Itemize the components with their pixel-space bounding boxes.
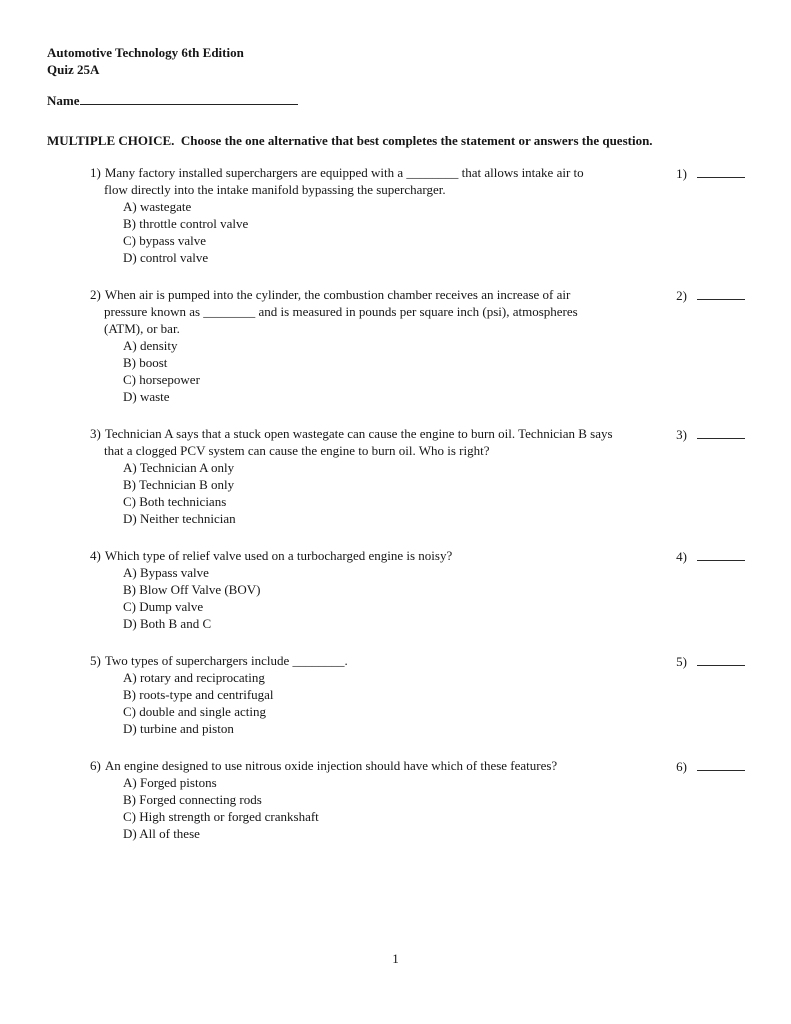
question-content — [47, 757, 667, 842]
choice-option: A) density — [123, 338, 178, 353]
choice-option: A) wastegate — [123, 199, 192, 214]
choice-option: C) High strength or forged crankshaft — [123, 809, 319, 824]
question-number: 5) — [90, 653, 101, 668]
question-text-line: 5) Two types of superchargers include ________. — [90, 653, 348, 668]
answer-slot — [676, 286, 745, 304]
answer-number: 5) — [676, 654, 687, 669]
choice-option: A) Bypass valve — [123, 565, 209, 580]
choice-option: B) Blow Off Valve (BOV) — [123, 582, 261, 597]
choice-option: D) Neither technician — [123, 511, 236, 526]
choice-option: C) Both technicians — [123, 494, 227, 509]
question-number: 4) — [90, 548, 101, 563]
question-content — [47, 164, 667, 266]
question-list — [47, 164, 745, 842]
question-block — [47, 547, 745, 632]
choice-list — [90, 198, 667, 266]
question-text-line: 1) Many factory installed superchargers are equipped with a ________ that allows intake air to — [90, 165, 584, 180]
question-block — [47, 652, 745, 737]
document-header — [47, 44, 745, 78]
choice-option: A) Technician A only — [123, 460, 235, 475]
answer-number: 3) — [676, 427, 687, 442]
question-text-line: pressure known as ________ and is measured in pounds per square inch (psi), atmospheres — [104, 304, 578, 319]
answer-blank-line — [697, 164, 745, 178]
question-text-line: flow directly into the intake manifold bypassing the supercharger. — [104, 182, 446, 197]
name-row — [47, 91, 745, 109]
answer-blank-line — [697, 757, 745, 771]
answer-slot — [676, 547, 745, 565]
name-label: Name — [47, 93, 80, 108]
question-block — [47, 286, 745, 405]
question-block — [47, 425, 745, 527]
question-text — [90, 164, 667, 198]
question-number: 3) — [90, 426, 101, 441]
choice-list — [90, 774, 667, 842]
choice-option: A) Forged pistons — [123, 775, 217, 790]
question-text-line: 3) Technician A says that a stuck open wastegate can cause the engine to burn oil. Technician B says — [90, 426, 613, 441]
question-number: 2) — [90, 287, 101, 302]
answer-blank-line — [697, 286, 745, 300]
quiz-number: Quiz 25A — [47, 62, 100, 77]
choice-option: D) control valve — [123, 250, 209, 265]
choice-option: D) Both B and C — [123, 616, 212, 631]
choice-option: D) waste — [123, 389, 170, 404]
answer-number: 1) — [676, 166, 687, 181]
choice-option: B) Technician B only — [123, 477, 235, 492]
question-text — [90, 286, 667, 337]
question-text-line: 6) An engine designed to use nitrous oxide injection should have which of these features? — [90, 758, 558, 773]
choice-option: C) horsepower — [123, 372, 200, 387]
question-text — [90, 757, 667, 774]
answer-number: 4) — [676, 549, 687, 564]
question-text — [90, 547, 667, 564]
answer-blank-line — [697, 652, 745, 666]
answer-number: 2) — [676, 288, 687, 303]
question-block — [47, 164, 745, 266]
choice-option: B) Forged connecting rods — [123, 792, 262, 807]
question-block — [47, 757, 745, 842]
choice-option: B) boost — [123, 355, 168, 370]
choice-option: C) bypass valve — [123, 233, 207, 248]
choice-option: D) All of these — [123, 826, 200, 841]
doc-title: Automotive Technology 6th Edition — [47, 45, 244, 60]
answer-slot — [676, 164, 745, 182]
choice-option: C) Dump valve — [123, 599, 204, 614]
question-text-line: 4) Which type of relief valve used on a turbocharged engine is noisy? — [90, 548, 453, 563]
question-text-line: (ATM), or bar. — [104, 321, 180, 336]
question-content — [47, 425, 667, 527]
answer-blank-line — [697, 547, 745, 561]
question-content — [47, 652, 667, 737]
question-content — [47, 286, 667, 405]
question-number: 1) — [90, 165, 101, 180]
question-content — [47, 547, 667, 632]
question-text-line: that a clogged PCV system can cause the engine to burn oil. Who is right? — [104, 443, 490, 458]
question-text-line: 2) When air is pumped into the cylinder, the combustion chamber receives an increase of air — [90, 287, 571, 302]
answer-slot — [676, 652, 745, 670]
instructions-heading: MULTIPLE CHOICE. Choose the one alternative that best completes the statement or answers the question. — [47, 133, 653, 148]
choice-option: A) rotary and reciprocating — [123, 670, 265, 685]
name-blank-line — [80, 91, 298, 105]
choice-option: D) turbine and piston — [123, 721, 234, 736]
question-number: 6) — [90, 758, 101, 773]
choice-option: C) double and single acting — [123, 704, 266, 719]
question-text — [90, 425, 667, 459]
choice-list — [90, 669, 667, 737]
page-number: 1 — [392, 951, 399, 966]
choice-option: B) roots-type and centrifugal — [123, 687, 274, 702]
question-text — [90, 652, 667, 669]
answer-number: 6) — [676, 759, 687, 774]
choice-option: B) throttle control valve — [123, 216, 249, 231]
answer-blank-line — [697, 425, 745, 439]
choice-list — [90, 459, 667, 527]
choice-list — [90, 564, 667, 632]
choice-list — [90, 337, 667, 405]
answer-slot — [676, 757, 745, 775]
answer-slot — [676, 425, 745, 443]
